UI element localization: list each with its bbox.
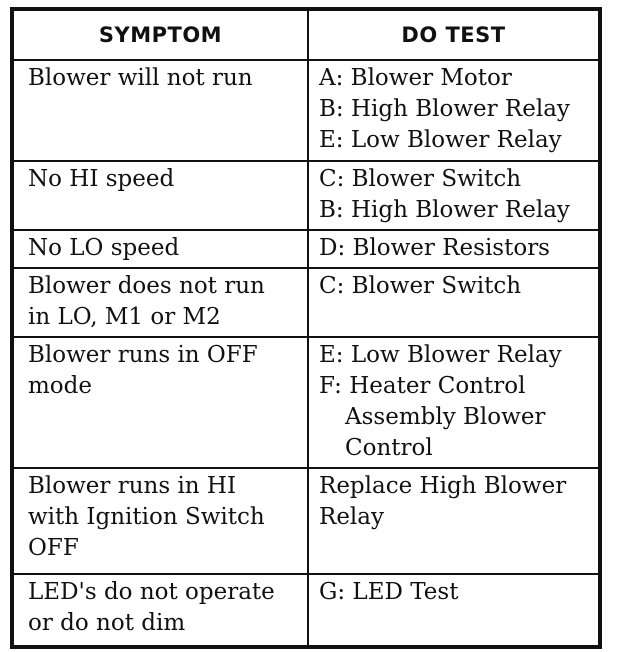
- test-line: Replace High Blower: [319, 473, 567, 499]
- table-row: [13, 161, 599, 230]
- symptom-line: Blower runs in OFF: [28, 342, 258, 368]
- test-cell: [308, 268, 599, 337]
- test-line: F: Heater Control: [319, 373, 526, 399]
- table-row: [13, 268, 599, 337]
- test-cell: [308, 574, 599, 646]
- test-line: Relay: [319, 504, 384, 530]
- symptom-line: No LO speed: [28, 235, 180, 261]
- symptom-line: Blower will not run: [28, 65, 253, 91]
- symptom-line: No HI speed: [28, 166, 175, 192]
- test-line: G: LED Test: [319, 579, 459, 605]
- symptom-line: LED's do not operate: [28, 579, 275, 605]
- symptom-cell: [13, 337, 308, 468]
- symptom-column-header: SYMPTOM: [13, 10, 308, 60]
- test-line: C: Blower Switch: [319, 166, 522, 192]
- symptom-cell: [13, 268, 308, 337]
- header-row: [13, 10, 599, 60]
- do-test-column-header: DO TEST: [308, 10, 599, 60]
- symptom-cell: [13, 60, 308, 161]
- symptom-cell: [13, 574, 308, 646]
- symptom-line: mode: [28, 373, 92, 399]
- symptom-line: Blower does not run: [28, 273, 265, 299]
- test-cell: [308, 161, 599, 230]
- symptom-cell: [13, 468, 308, 574]
- symptom-line: OFF: [28, 535, 79, 561]
- table-row: [13, 337, 599, 468]
- table-row: [13, 230, 599, 268]
- table-row: [13, 60, 599, 161]
- diagnosis-table: [10, 7, 602, 649]
- test-cell: [308, 230, 599, 268]
- symptom-test-table: [12, 9, 600, 647]
- test-cell: [308, 60, 599, 161]
- test-cell: [308, 468, 599, 574]
- symptom-line: Blower runs in HI: [28, 473, 237, 499]
- symptom-line: with Ignition Switch: [28, 504, 265, 530]
- table-row: [13, 468, 599, 574]
- symptom-cell: [13, 230, 308, 268]
- test-line: D: Blower Resistors: [319, 235, 550, 261]
- test-line: A: Blower Motor: [319, 65, 512, 91]
- test-line: Control: [345, 435, 433, 461]
- symptom-cell: [13, 161, 308, 230]
- test-cell: [308, 337, 599, 468]
- test-line: E: Low Blower Relay: [319, 127, 562, 153]
- symptom-line: or do not dim: [28, 610, 186, 636]
- test-line: C: Blower Switch: [319, 273, 522, 299]
- symptom-line: in LO, M1 or M2: [28, 304, 221, 330]
- table-row: [13, 574, 599, 646]
- test-line: B: High Blower Relay: [319, 197, 570, 223]
- test-line: E: Low Blower Relay: [319, 342, 562, 368]
- test-line: Assembly Blower: [345, 404, 546, 430]
- test-line: B: High Blower Relay: [319, 96, 570, 122]
